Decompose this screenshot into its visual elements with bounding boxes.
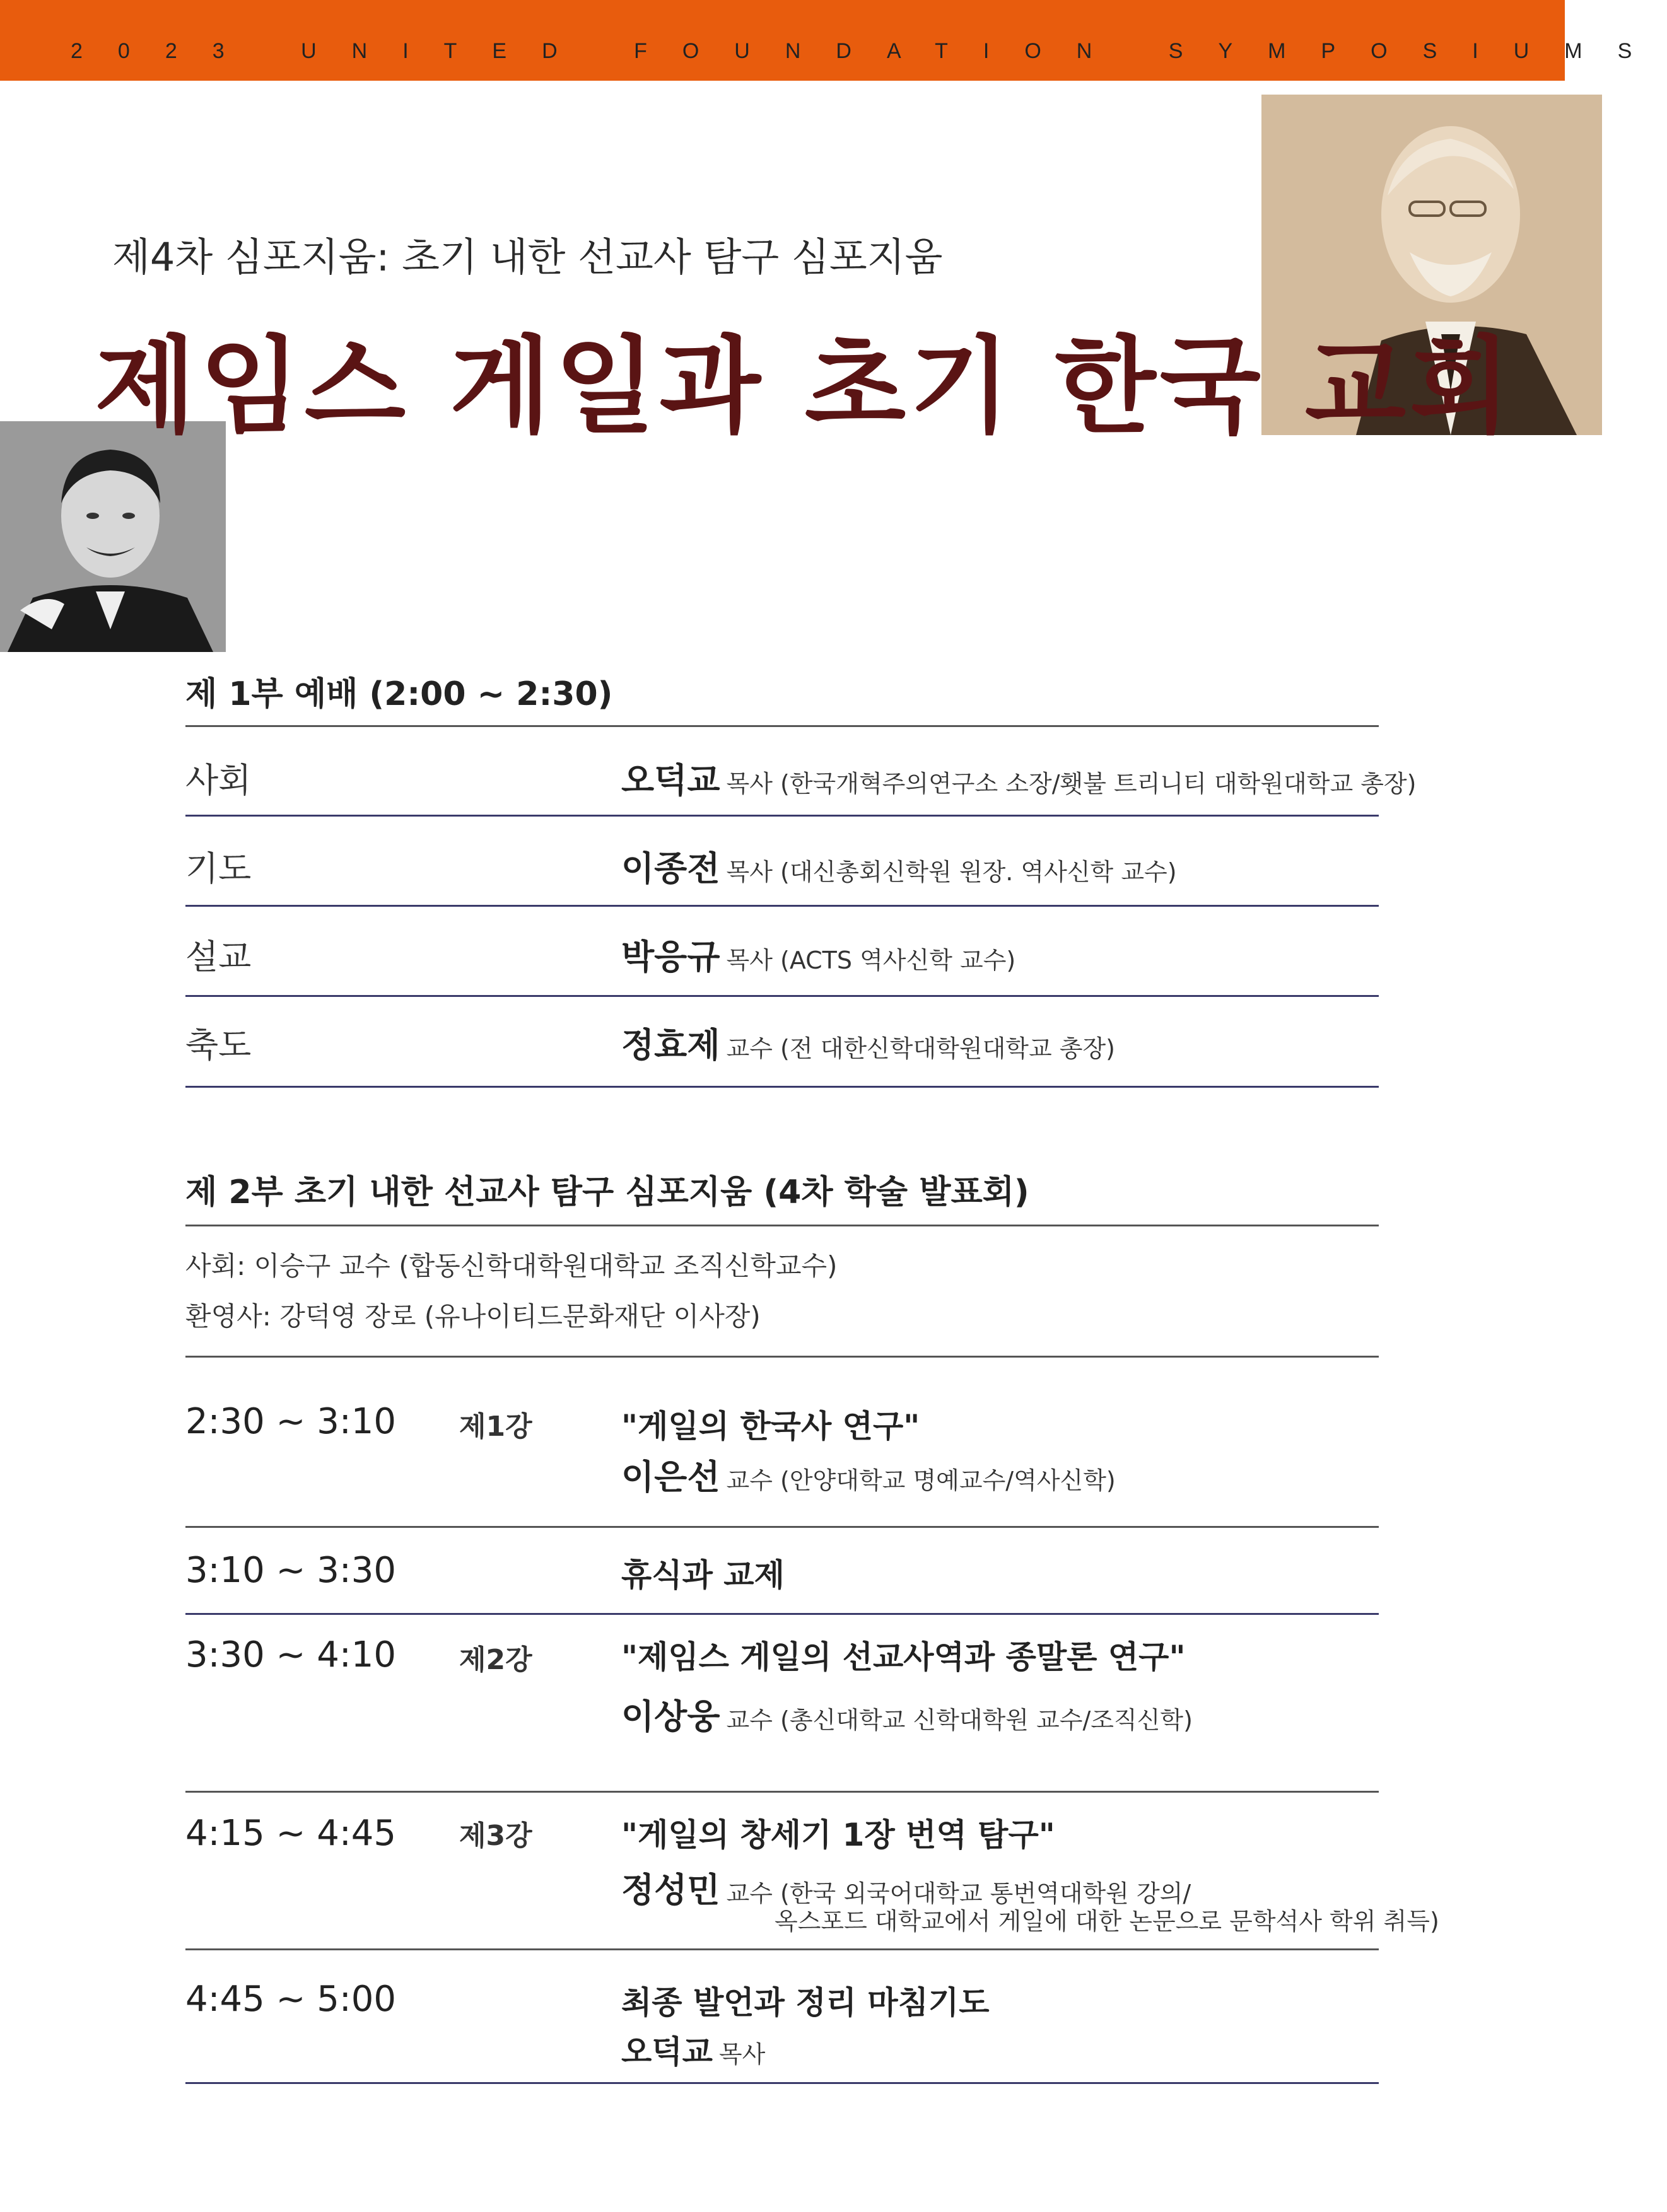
speaker-name: 정성민 [621, 1870, 720, 1910]
speaker-desc: 교수 (총신대학교 신학대학원 교수/조직신학) [726, 1706, 1193, 1734]
role-label: 축도 [185, 1025, 252, 1065]
divider [185, 1613, 1379, 1615]
speaker-desc: 교수 (안양대학교 명예교수/역사신학) [726, 1467, 1116, 1494]
lecture-number: 제3강 [459, 1820, 532, 1852]
person-entry [621, 842, 1177, 890]
divider [185, 1086, 1379, 1088]
young-man-portrait [0, 421, 226, 652]
speaker-name: 이상웅 [621, 1697, 720, 1737]
session-time: 2:30 ~ 3:10 [185, 1401, 397, 1442]
speaker-desc-continued: 옥스포드 대학교에서 게일에 대한 논문으로 문학석사 학위 취득) [775, 1907, 1439, 1935]
lecture-title: "게일의 창세기 1장 번역 탐구" [621, 1817, 1055, 1853]
speaker-name: 이은선 [621, 1457, 720, 1497]
divider [185, 1225, 1379, 1226]
lecture-number: 제1강 [459, 1411, 532, 1443]
break-title: 휴식과 교제 [621, 1557, 785, 1593]
speaker-name: 오덕교 [621, 2034, 713, 2070]
closing-title: 최종 발언과 정리 마침기도 [621, 1984, 990, 2021]
role-label: 사회 [185, 760, 252, 800]
person-entry [621, 1018, 1115, 1067]
speaker-desc: 목사 [718, 2040, 766, 2068]
session-time: 3:30 ~ 4:10 [185, 1634, 397, 1675]
speaker-desc: 교수 (한국 외국어대학교 통번역대학원 강의/ [726, 1880, 1191, 1907]
person-desc: 목사 (ACTS 역사신학 교수) [726, 946, 1016, 974]
session-time: 4:15 ~ 4:45 [185, 1813, 397, 1854]
header-banner [0, 0, 1667, 81]
speaker-entry [621, 1450, 1116, 1499]
event-subtitle: 제4차 심포지움: 초기 내한 선교사 탐구 심포지움 [112, 234, 943, 280]
person-desc: 목사 (대신총회신학원 원장. 역사신학 교수) [726, 858, 1177, 886]
part2-heading: 제 2부 초기 내한 선교사 탐구 심포지움 (4차 학술 발표회) [185, 1173, 1029, 1211]
welcome-info: 환영사: 강덕영 장로 (유나이티드문화재단 이사장) [185, 1301, 761, 1332]
person-name: 이종전 [621, 849, 720, 888]
event-title: 제임스 게일과 초기 한국 교회 [95, 325, 1515, 448]
person-desc: 목사 (한국개혁주의연구소 소장/횃불 트리니티 대학원대학교 총장) [726, 770, 1417, 798]
divider [185, 1791, 1379, 1793]
divider [185, 2082, 1379, 2084]
lecture-title: "게일의 한국사 연구" [621, 1408, 920, 1445]
session-time: 3:10 ~ 3:30 [185, 1550, 397, 1591]
person-name: 정효제 [621, 1025, 720, 1065]
session-time: 4:45 ~ 5:00 [185, 1979, 397, 2020]
person-entry [621, 754, 1416, 802]
divider [185, 1526, 1379, 1528]
speaker-entry [621, 2027, 765, 2072]
divider [185, 995, 1379, 997]
divider [185, 815, 1379, 817]
lecture-title: "제임스 게일의 선교사역과 종말론 연구" [621, 1639, 1186, 1675]
moderator-info: 사회: 이승구 교수 (합동신학대학원대학교 조직신학교수) [185, 1250, 838, 1281]
divider [185, 905, 1379, 907]
part1-heading: 제 1부 예배 (2:00 ~ 2:30) [185, 675, 613, 713]
person-name: 오덕교 [621, 760, 720, 800]
lecture-number: 제2강 [459, 1644, 532, 1676]
role-label: 기도 [185, 849, 252, 888]
person-desc: 교수 (전 대한신학대학원대학교 총장) [726, 1035, 1116, 1062]
speaker-entry [621, 1690, 1193, 1738]
person-name: 박응규 [621, 937, 720, 977]
person-entry [621, 930, 1015, 979]
divider [185, 1356, 1379, 1358]
role-label: 설교 [185, 937, 252, 977]
divider [185, 725, 1379, 727]
divider [185, 1948, 1379, 1950]
banner-text: 2023 UNITED FOUNDATION SYMPOSIUMS [71, 39, 1667, 63]
